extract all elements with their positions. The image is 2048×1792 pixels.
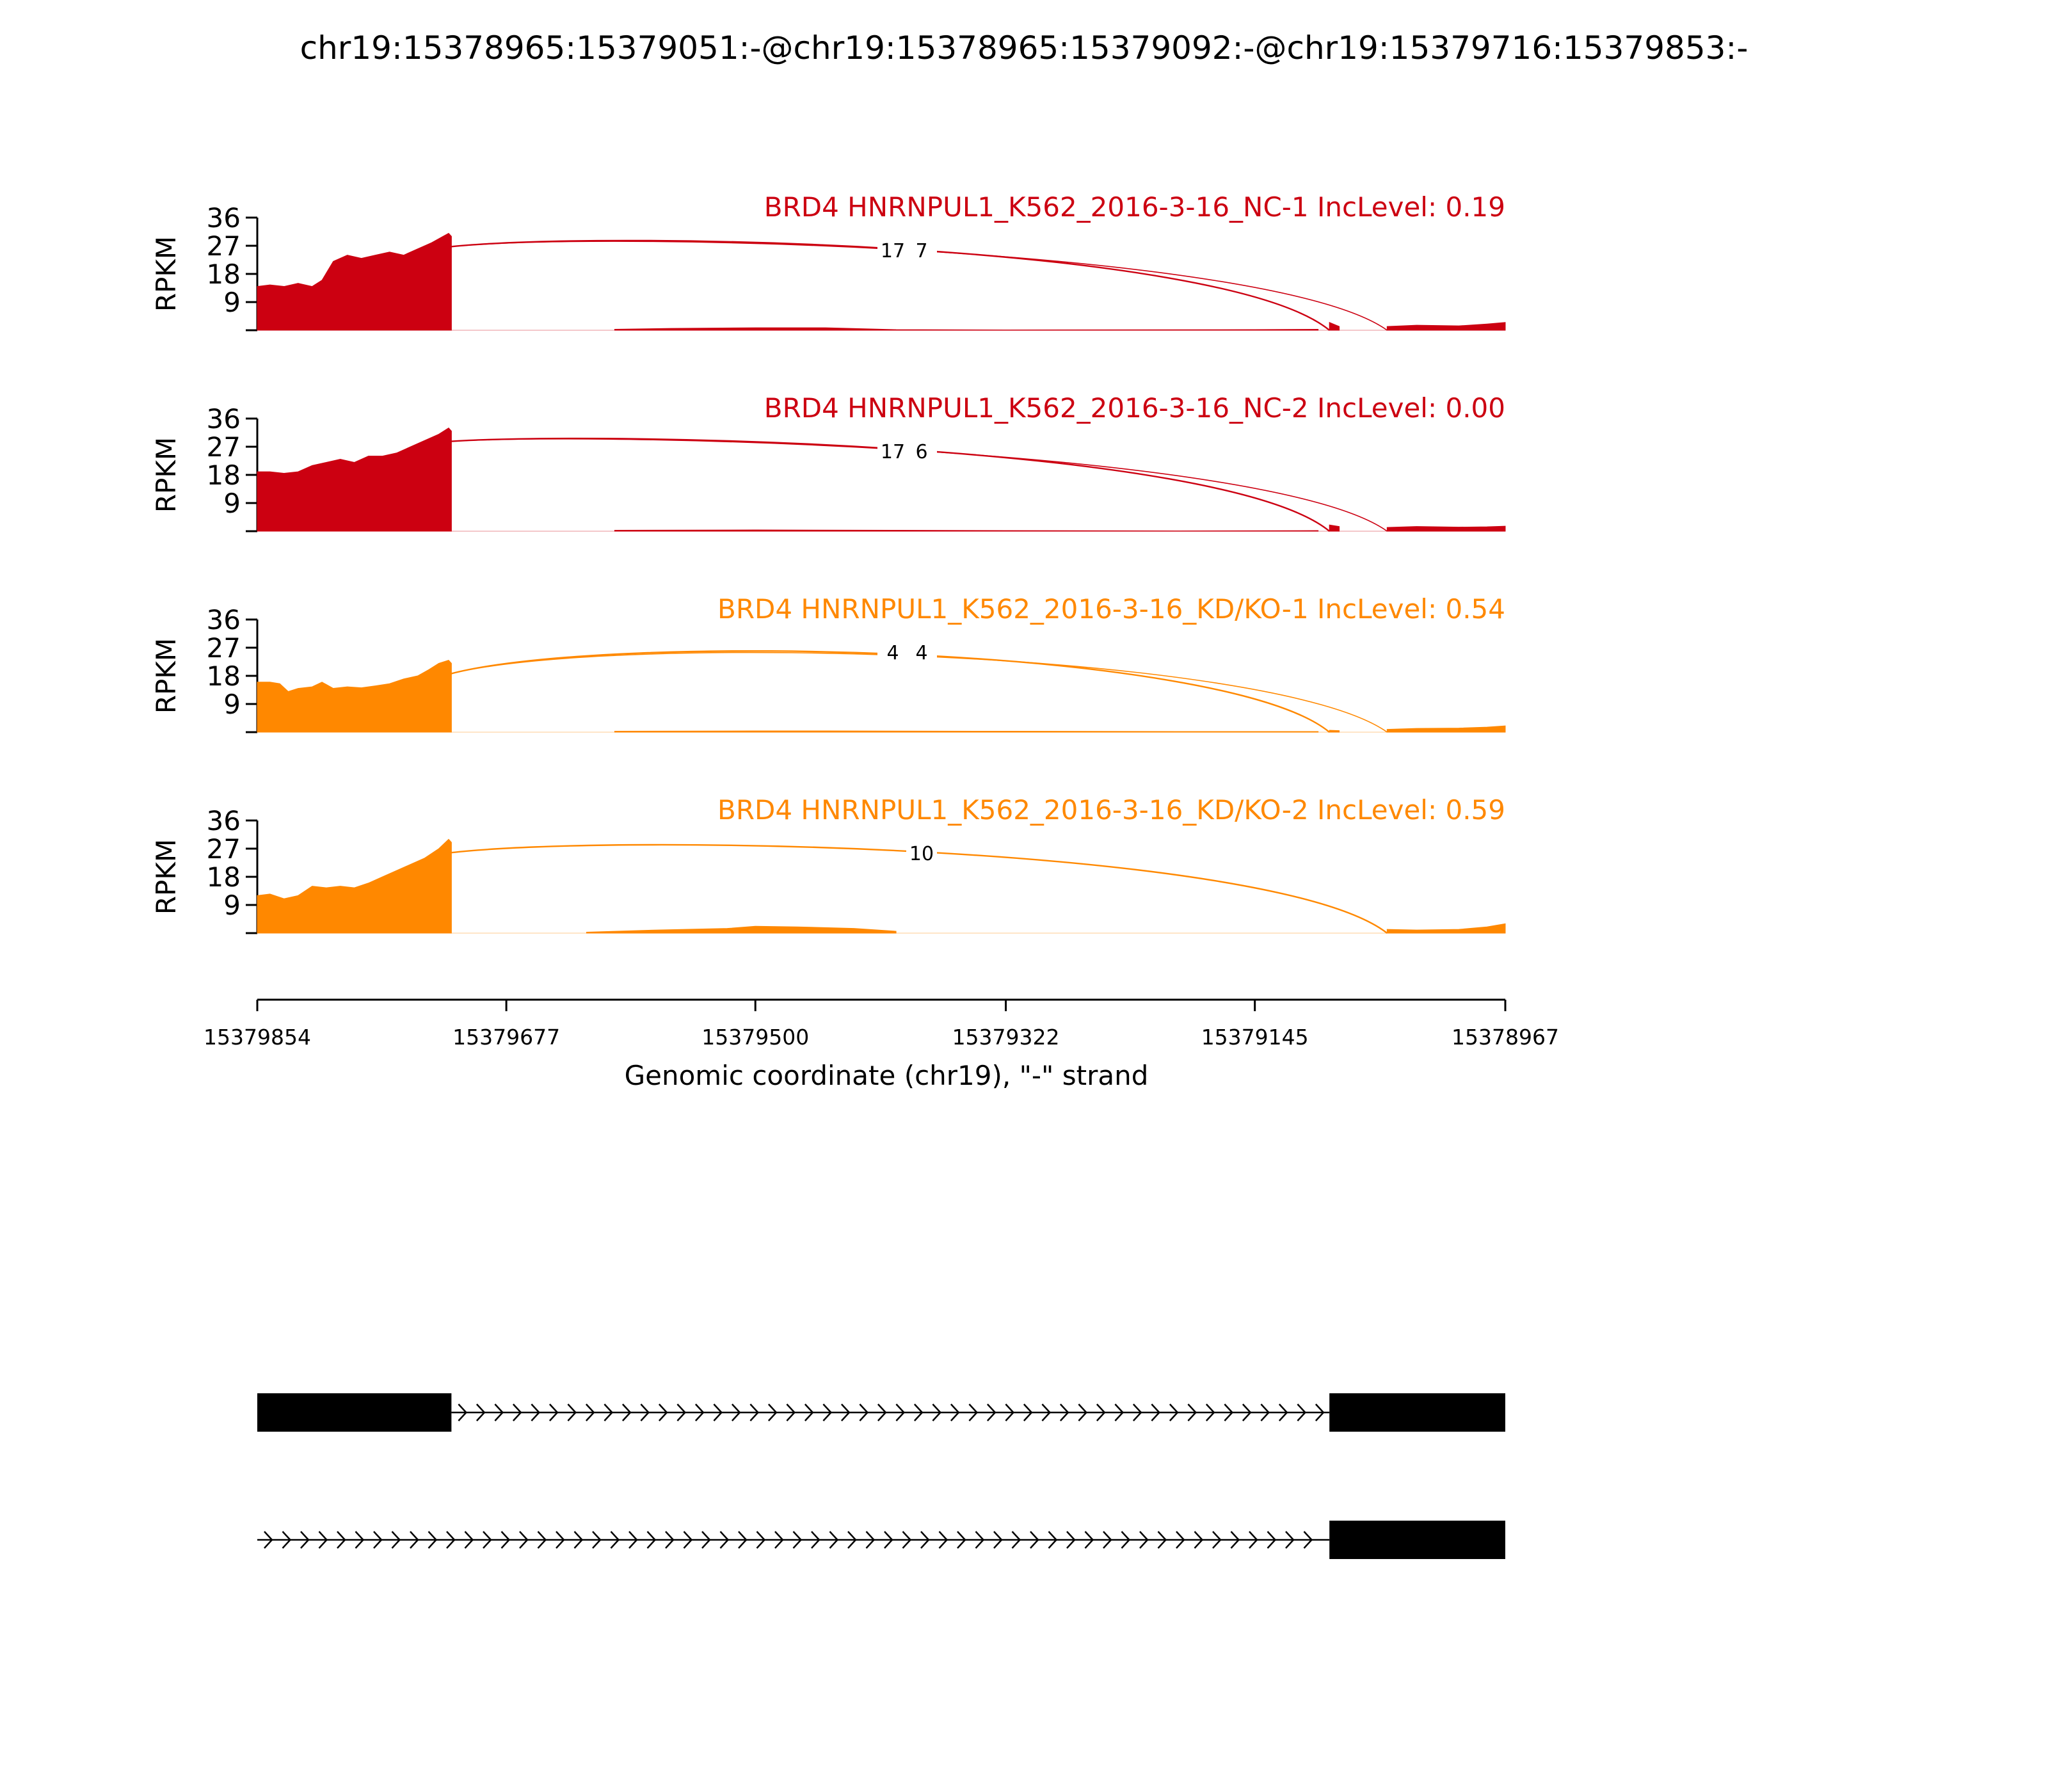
x-axis: [204, 1000, 1559, 1050]
coverage-area-exon1: [257, 428, 451, 531]
y-tick-label: 36: [206, 805, 241, 836]
y-tick-label: 36: [206, 604, 241, 636]
track-label: BRD4 HNRNPUL1_K562_2016-3-16_KD/KO-1 IncLevel: 0.54: [717, 593, 1505, 625]
y-tick-label: 27: [206, 632, 241, 664]
coverage-area-exon1: [257, 233, 451, 330]
junction-count-label: 4: [915, 642, 928, 664]
y-tick-label: 36: [206, 202, 241, 234]
transcript-model: [257, 1521, 1505, 1559]
y-tick-label: 18: [206, 861, 241, 893]
y-axis-label: RPKM: [150, 637, 182, 714]
coverage-area-intron: [614, 530, 1318, 531]
y-tick-label: 18: [206, 660, 241, 692]
coverage-area-exon3: [1387, 924, 1505, 933]
coverage-area-exon3: [1387, 323, 1505, 330]
track-label: BRD4 HNRNPUL1_K562_2016-3-16_NC-1 IncLevel: 0.19: [764, 191, 1505, 223]
junction-count-label: 6: [915, 441, 928, 463]
exon-block-upstream: [257, 1393, 451, 1432]
x-axis-label: Genomic coordinate (chr19), "-" strand: [624, 1060, 1149, 1091]
x-tick-label: 15378967: [1452, 1025, 1559, 1050]
transcript-structures: [257, 1393, 1505, 1559]
x-tick-label: 15379677: [452, 1025, 561, 1050]
junction-count-label: 10: [909, 843, 934, 865]
y-tick-label: 27: [206, 833, 241, 865]
coverage-area-intron: [586, 926, 896, 933]
y-tick-label: 18: [206, 259, 241, 290]
track-label: BRD4 HNRNPUL1_K562_2016-3-16_KD/KO-2 IncLevel: 0.59: [717, 794, 1505, 826]
junction-count-label: 17: [880, 240, 906, 262]
coverage-area-exon1: [257, 660, 451, 732]
coverage-tracks: [150, 191, 1505, 933]
chart-title: chr19:15378965:15379051:-@chr19:15378965:15379092:-@chr19:15379716:15379853:-: [300, 29, 1748, 67]
track-2: [150, 392, 1505, 531]
x-tick-label: 15379854: [204, 1025, 311, 1050]
coverage-area-exon3: [1387, 726, 1505, 732]
track-1: [150, 191, 1505, 330]
y-axis-label: RPKM: [150, 838, 182, 915]
junction-count-label: 17: [880, 441, 906, 463]
track-4: [150, 794, 1505, 933]
exon-block-downstream: [1329, 1521, 1505, 1559]
junction-count-label: 7: [915, 240, 928, 262]
y-tick-label: 9: [223, 488, 241, 519]
y-tick-label: 27: [206, 230, 241, 262]
coverage-area-exon2: [1329, 323, 1339, 330]
y-tick-label: 9: [223, 287, 241, 318]
y-tick-label: 9: [223, 689, 241, 720]
coverage-area-exon2: [1329, 730, 1339, 732]
y-tick-label: 9: [223, 890, 241, 921]
exon-block-downstream: [1329, 1393, 1505, 1432]
junction-count-label: 4: [886, 642, 899, 664]
y-tick-label: 27: [206, 431, 241, 463]
x-tick-label: 15379145: [1201, 1025, 1309, 1050]
x-tick-label: 15379322: [952, 1025, 1060, 1050]
track-label: BRD4 HNRNPUL1_K562_2016-3-16_NC-2 IncLevel: 0.00: [764, 392, 1505, 424]
x-tick-label: 15379500: [701, 1025, 810, 1050]
y-tick-label: 36: [206, 403, 241, 435]
coverage-area-intron: [614, 328, 1318, 330]
coverage-area-exon3: [1387, 526, 1505, 531]
coverage-area-exon1: [257, 839, 451, 933]
y-axis-label: RPKM: [150, 436, 182, 513]
coverage-area-exon2: [1329, 525, 1339, 531]
y-tick-label: 18: [206, 460, 241, 491]
y-axis-label: RPKM: [150, 236, 182, 312]
coverage-area-intron: [614, 731, 1318, 732]
track-3: [150, 593, 1505, 732]
transcript-model: [257, 1393, 1505, 1432]
